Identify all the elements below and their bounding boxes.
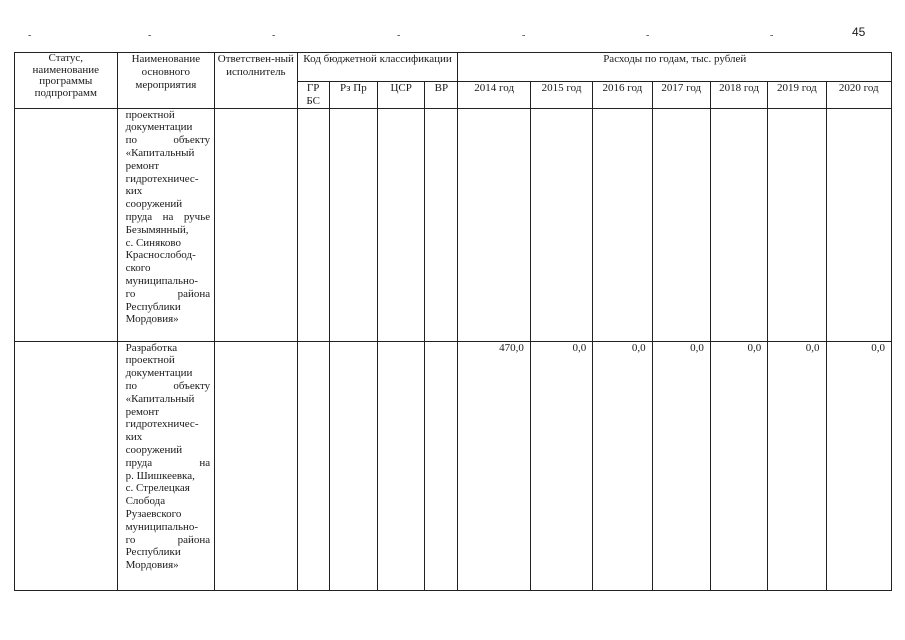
measure-name-cell <box>117 341 215 590</box>
header-year: 2015 год <box>530 82 592 109</box>
measure-name-line: Краснослобод- <box>125 249 196 262</box>
measure-name-line: Слобода <box>125 495 166 508</box>
measure-name-line: документации <box>125 367 193 380</box>
table-row <box>15 108 892 341</box>
value-2016 <box>593 108 652 341</box>
scan-mark: - <box>646 30 650 41</box>
status-cell <box>15 108 118 341</box>
measure-name-line: муниципально- <box>125 520 199 533</box>
value-2019 <box>768 108 826 341</box>
scan-mark: - <box>522 30 526 41</box>
page-number: 45 <box>852 25 866 39</box>
measure-name-line: пруда на ручье <box>125 210 211 223</box>
measure-name-line: ких <box>125 431 143 444</box>
vr-cell <box>425 108 458 341</box>
measure-name-line: проектной <box>125 108 175 121</box>
measure-name-cell <box>117 108 215 341</box>
measure-name-line: Разработка <box>125 341 178 354</box>
value-2015: 0,0 <box>530 341 592 590</box>
header-year: 2014 год <box>458 82 530 109</box>
csr-cell <box>378 341 425 590</box>
measure-name-line: Республики <box>125 300 181 313</box>
header-rzpr: Рз Пр <box>329 82 377 109</box>
header-year: 2019 год <box>768 82 826 109</box>
executor-cell <box>215 341 297 590</box>
measure-name-line: ких <box>125 185 143 198</box>
measure-name-line: сооружений <box>125 198 183 211</box>
measure-name-line: документации <box>125 121 193 134</box>
rzpr-cell <box>329 341 377 590</box>
measure-name-line: по объекту <box>125 379 211 392</box>
header-year: 2016 год <box>593 82 652 109</box>
header-csr: ЦСР <box>378 82 425 109</box>
measure-name-line: Республики <box>125 546 181 559</box>
measure-name-line: проектной <box>125 354 175 367</box>
measure-name-line: Безымянный, <box>125 223 189 236</box>
csr-cell <box>378 108 425 341</box>
header-status: Статус, наименование программы подпрограмм <box>15 53 118 109</box>
grbs-cell <box>297 341 329 590</box>
value-2020: 0,0 <box>826 341 891 590</box>
measure-name-line: Рузаевского <box>125 507 182 520</box>
measure-name-line: «Капитальный <box>125 392 195 405</box>
scan-mark: - <box>148 30 152 41</box>
value-2014 <box>458 108 530 341</box>
status-cell <box>15 341 118 590</box>
value-2014: 470,0 <box>458 341 530 590</box>
measure-name-line: го района <box>125 533 211 546</box>
header-year: 2018 год <box>710 82 767 109</box>
measure-name-line: по объекту <box>125 134 211 147</box>
scan-mark: - <box>770 30 774 41</box>
measure-name-line: муниципально- <box>125 274 199 287</box>
executor-cell <box>215 108 297 341</box>
measure-name-line: Мордовия» <box>125 313 179 326</box>
value-2018: 0,0 <box>710 341 767 590</box>
scan-mark: - <box>272 30 276 41</box>
header-budget-code: Код бюджетной классификации <box>297 53 458 82</box>
measure-name-line: пруда на <box>125 456 211 469</box>
measure-name-line: гидротехничес- <box>125 172 199 185</box>
measure-name-line: р. Шишкеевка, <box>125 469 195 482</box>
header-vr: ВР <box>425 82 458 109</box>
budget-table <box>14 52 892 591</box>
header-measure: Наименование основного мероприятия <box>117 53 215 109</box>
table-row <box>15 341 892 590</box>
header-scan-marks <box>0 0 905 40</box>
scan-mark: - <box>397 30 401 41</box>
measure-name-line: гидротехничес- <box>125 418 199 431</box>
header-year: 2017 год <box>652 82 710 109</box>
rzpr-cell <box>329 108 377 341</box>
measure-name-line: го района <box>125 287 211 300</box>
header-expenses: Расходы по годам, тыс. рублей <box>458 53 892 82</box>
measure-name-line: «Капитальный <box>125 146 195 159</box>
value-2018 <box>710 108 767 341</box>
header-grbs: ГР БС <box>297 82 329 109</box>
measure-name-line: с. Стрелецкая <box>125 482 190 495</box>
measure-name-line: с. Синяково <box>125 236 182 249</box>
measure-name-line: ремонт <box>125 405 160 418</box>
header-year: 2020 год <box>826 82 891 109</box>
measure-name-line: ского <box>125 262 151 275</box>
value-2015 <box>530 108 592 341</box>
grbs-cell <box>297 108 329 341</box>
value-2019: 0,0 <box>768 341 826 590</box>
vr-cell <box>425 341 458 590</box>
value-2016: 0,0 <box>593 341 652 590</box>
measure-name-line: Мордовия» <box>125 559 179 572</box>
header-executor: Ответствен-ный исполнитель <box>215 53 297 109</box>
value-2017: 0,0 <box>652 341 710 590</box>
scan-mark: - <box>28 30 32 41</box>
value-2020 <box>826 108 891 341</box>
measure-name-line: сооружений <box>125 443 183 456</box>
value-2017 <box>652 108 710 341</box>
measure-name-line: ремонт <box>125 159 160 172</box>
